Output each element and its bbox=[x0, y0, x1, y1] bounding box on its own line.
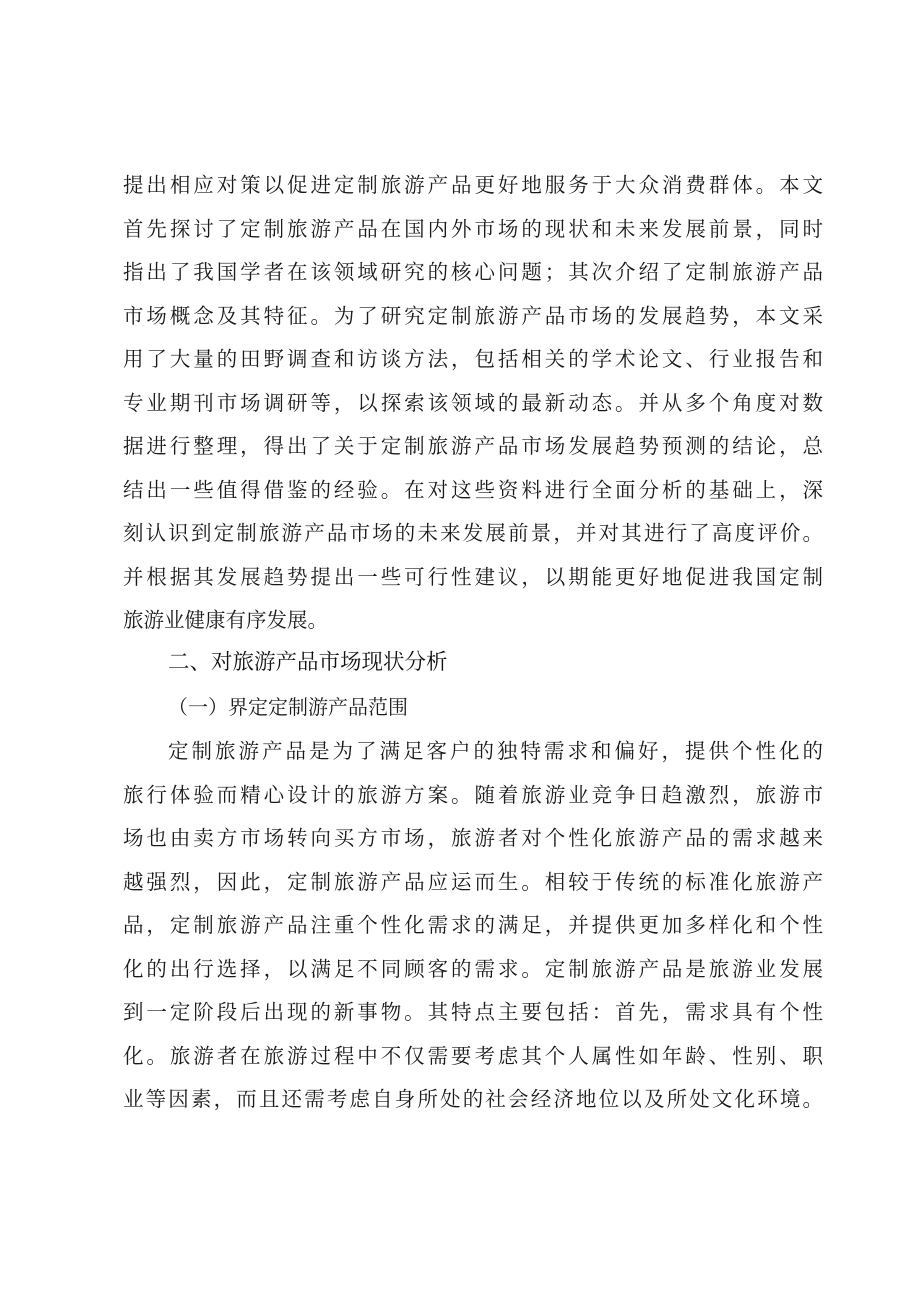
paragraph-line: 化的出行选择，以满足不同顾客的需求。定制旅游产品是旅游业发展 bbox=[123, 957, 823, 981]
paragraph-line: 定制旅游产品是为了满足客户的独特需求和偏好，提供个性化的 bbox=[168, 739, 823, 763]
paragraph-line: 据进行整理，得出了关于定制旅游产品市场发展趋势预测的结论，总 bbox=[123, 434, 823, 458]
paragraph-line: 旅行体验而精心设计的旅游方案。随着旅游业竞争日趋激烈，旅游市 bbox=[123, 783, 823, 807]
paragraph-line: 专业期刊市场调研等，以探索该领域的最新动态。并从多个角度对数 bbox=[123, 391, 823, 415]
paragraph-line: 品，定制旅游产品注重个性化需求的满足，并提供更加多样化和个性 bbox=[123, 913, 823, 937]
paragraph-line: 到一定阶段后出现的新事物。其特点主要包括：首先，需求具有个性 bbox=[123, 1000, 823, 1024]
section-heading: 二、对旅游产品市场现状分析 bbox=[168, 650, 448, 675]
paragraph-line: 用了大量的田野调查和访谈方法，包括相关的学术论文、行业报告和 bbox=[123, 347, 823, 371]
subsection-heading: （一）界定定制游产品范围 bbox=[168, 695, 408, 719]
paragraph-line: 提出相应对策以促进定制旅游产品更好地服务于大众消费群体。本文 bbox=[123, 173, 823, 197]
paragraph-line: 并根据其发展趋势提出一些可行性建议，以期能更好地促进我国定制 bbox=[123, 565, 823, 589]
paragraph-line: 指出了我国学者在该领域研究的核心问题；其次介绍了定制旅游产品 bbox=[123, 260, 823, 284]
paragraph-line: 刻认识到定制旅游产品市场的未来发展前景，并对其进行了高度评价。 bbox=[123, 521, 823, 545]
paragraph-line: 业等因素，而且还需考虑自身所处的社会经济地位以及所处文化环境。 bbox=[123, 1087, 823, 1111]
paragraph-line: 旅游业健康有序发展。 bbox=[123, 608, 328, 632]
paragraph-line: 场也由卖方市场转向买方市场，旅游者对个性化旅游产品的需求越来 bbox=[123, 826, 823, 850]
paragraph-line: 市场概念及其特征。为了研究定制旅游产品市场的发展趋势，本文采 bbox=[123, 304, 823, 328]
paragraph-line: 越强烈，因此，定制旅游产品应运而生。相较于传统的标准化旅游产 bbox=[123, 870, 823, 894]
paragraph-line: 首先探讨了定制旅游产品在国内外市场的现状和未来发展前景，同时 bbox=[123, 217, 823, 241]
paragraph-line: 结出一些值得借鉴的经验。在对这些资料进行全面分析的基础上，深 bbox=[123, 478, 823, 502]
paragraph-line: 化。旅游者在旅游过程中不仅需要考虑其个人属性如年龄、性别、职 bbox=[123, 1044, 823, 1068]
